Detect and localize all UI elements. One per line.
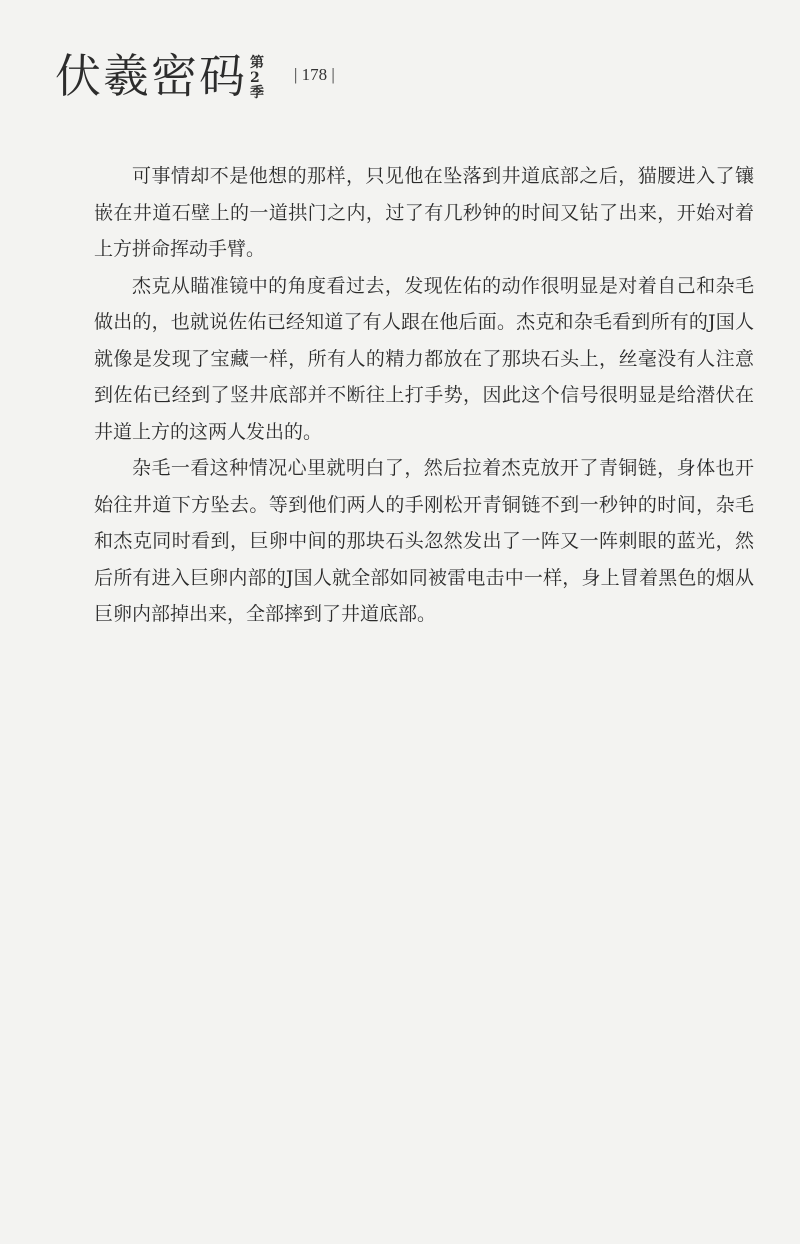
body-text	[94, 158, 754, 633]
season-label: 第2季	[250, 55, 264, 101]
book-title: 伏羲密码	[55, 49, 247, 103]
page-header	[55, 48, 335, 108]
page-number: | 178 |	[294, 65, 335, 84]
paragraph-1: 可事情却不是他想的那样，只见他在坠落到井道底部之后，猫腰进入了镶嵌在井道石壁上的一道拱门之内，过了有几秒钟的时间又钻了出来，开始对着上方拼命挥动手臂。	[94, 165, 754, 260]
paragraph-3: 杂毛一看这种情况心里就明白了，然后拉着杰克放开了青铜链，身体也开始往井道下方坠去。等到他们两人的手刚松开青铜链不到一秒钟的时间，杂毛和杰克同时看到，巨卵中间的那块石头忽然发出了一阵又一阵刺眼的蓝光，然后所有进入巨卵内部的J国人就全部如同被雷电击中一样，身上冒着黑色的烟从巨卵内部掉出来，全部摔到了井道底部。	[94, 457, 754, 625]
paragraph-2: 杰克从瞄准镜中的角度看过去，发现佐佑的动作很明显是对着自己和杂毛做出的，也就说佐佑已经知道了有人跟在他后面。杰克和杂毛看到所有的J国人就像是发现了宝藏一样，所有人的精力都放在了那块石头上，丝毫没有人注意到佐佑已经到了竖井底部并不断往上打手势，因此这个信号很明显是给潜伏在井道上方的这两人发出的。	[94, 274, 754, 443]
